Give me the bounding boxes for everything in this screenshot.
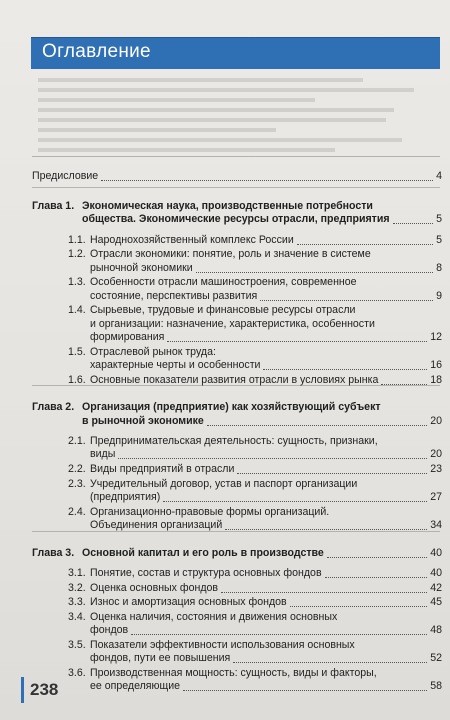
chapter-number: Глава 3. (32, 546, 75, 559)
leader-dots (297, 244, 433, 245)
page-ref: 12 (430, 330, 442, 343)
page-number: 238 (30, 680, 59, 699)
leader-dots (393, 223, 434, 224)
chapter-title: в рыночной экономике (82, 414, 204, 427)
section-number: 2.2. (68, 462, 86, 475)
section-number: 1.2. (68, 248, 86, 261)
section-title: состояние, перспективы развития (90, 289, 258, 302)
section-title: Основные показатели развития отрасли в условиях рынка (90, 373, 379, 386)
leader-dots (163, 501, 427, 502)
section-title: Виды предприятий в отрасли (90, 462, 235, 475)
page-ref: 34 (430, 518, 442, 531)
page-ref: 23 (430, 462, 442, 475)
toc-header-bar (31, 37, 440, 69)
section-title: характерные черты и особенности (90, 358, 261, 371)
page-ref: 45 (430, 596, 442, 609)
section-title: фондов, пути ее повышения (90, 652, 231, 665)
section-title: (предприятия) (90, 490, 161, 503)
section-title: Отрасли экономики: понятие, роль и значение в системе (90, 248, 371, 261)
leader-dots (101, 180, 433, 181)
section-number: 1.1. (68, 233, 86, 246)
section-title: Оценка наличия, состояния и движения основных (90, 611, 338, 624)
leader-dots (233, 662, 427, 663)
page-ref: 9 (436, 289, 442, 302)
page-ref: 42 (430, 581, 442, 594)
divider (32, 187, 440, 188)
section-title: виды (90, 447, 116, 460)
leader-dots (260, 300, 433, 301)
page-ref: 20 (430, 414, 442, 427)
section-title: и организации: назначение, характеристика, особенности (90, 317, 375, 330)
page-ref: 16 (430, 358, 442, 371)
section-number: 2.3. (68, 477, 86, 490)
leader-dots (221, 592, 427, 593)
page-ref: 58 (430, 680, 442, 693)
divider (32, 156, 440, 157)
section-number: 1.5. (68, 345, 86, 358)
page-ref: 40 (430, 546, 442, 559)
toc-title: Оглавление (42, 41, 151, 62)
leader-dots (290, 606, 428, 607)
section-title: Отраслевой рынок труда: (90, 345, 216, 358)
chapter-title: Основной капитал и его роль в производстве (82, 546, 324, 559)
chapter-number: Глава 2. (32, 401, 75, 414)
section-title: Учредительный договор, устав и паспорт организации (90, 477, 358, 490)
section-title: Предпринимательская деятельность: сущность, признаки, (90, 434, 378, 447)
section-number: 3.5. (68, 639, 86, 652)
page-ref: 48 (430, 624, 442, 637)
page-ref: 5 (436, 213, 442, 226)
leader-dots (237, 473, 427, 474)
leader-dots (207, 425, 427, 426)
section-number: 2.4. (68, 505, 86, 518)
chapter-title: Экономическая наука, производственные потребности (82, 200, 373, 213)
page-number-accent-bar (21, 677, 24, 703)
section-title: Организационно-правовые формы организаций. (90, 505, 330, 518)
section-title: Сырьевые, трудовые и финансовые ресурсы отрасли (90, 304, 356, 317)
section-title: Показатели эффективности использования основных (90, 639, 355, 652)
page-ref: 4 (436, 170, 442, 182)
section-title: Оценка основных фондов (90, 581, 219, 594)
chapter-title: Организация (предприятие) как хозяйствующий субъект (82, 401, 381, 414)
section-title: Производственная мощность: сущность, виды и факторы, (90, 667, 377, 680)
section-number: 3.2. (68, 581, 86, 594)
section-title: рыночной экономики (90, 261, 193, 274)
section-title: Износ и амортизация основных фондов (90, 596, 287, 609)
leader-dots (225, 529, 427, 530)
section-number: 3.4. (68, 611, 86, 624)
leader-dots (263, 369, 427, 370)
section-title: формирования (90, 330, 165, 343)
leader-dots (381, 384, 427, 385)
section-title: ее определяющие (90, 680, 181, 693)
page-ref: 8 (436, 261, 442, 274)
chapter-title: общества. Экономические ресурсы отрасли, предприятия (82, 213, 390, 226)
section-title: Народнохозяйственный комплекс России (90, 233, 294, 246)
section-number: 2.1. (68, 434, 86, 447)
page-ref: 52 (430, 652, 442, 665)
section-title: Объединения организаций (90, 518, 223, 531)
page-ref: 5 (436, 233, 442, 246)
section-title: Предисловие (32, 170, 99, 182)
section-number: 1.4. (68, 304, 86, 317)
section-title: Понятие, состав и структура основных фондов (90, 566, 322, 579)
page-ref: 20 (430, 447, 442, 460)
leader-dots (183, 690, 427, 691)
leader-dots (131, 634, 427, 635)
page-ref: 18 (430, 373, 442, 386)
section-number: 3.3. (68, 596, 86, 609)
leader-dots (118, 458, 427, 459)
page-ref: 40 (430, 566, 442, 579)
section-number: 1.3. (68, 276, 86, 289)
leader-dots (167, 341, 427, 342)
leader-dots (327, 557, 427, 558)
section-number: 1.6. (68, 373, 86, 386)
section-title: фондов (90, 624, 129, 637)
section-number: 3.1. (68, 566, 86, 579)
section-title: Особенности отрасли машиностроения, современное (90, 276, 357, 289)
leader-dots (325, 577, 428, 578)
chapter-number: Глава 1. (32, 200, 75, 213)
leader-dots (196, 272, 433, 273)
page-ref: 27 (430, 490, 442, 503)
section-number: 3.6. (68, 667, 86, 680)
